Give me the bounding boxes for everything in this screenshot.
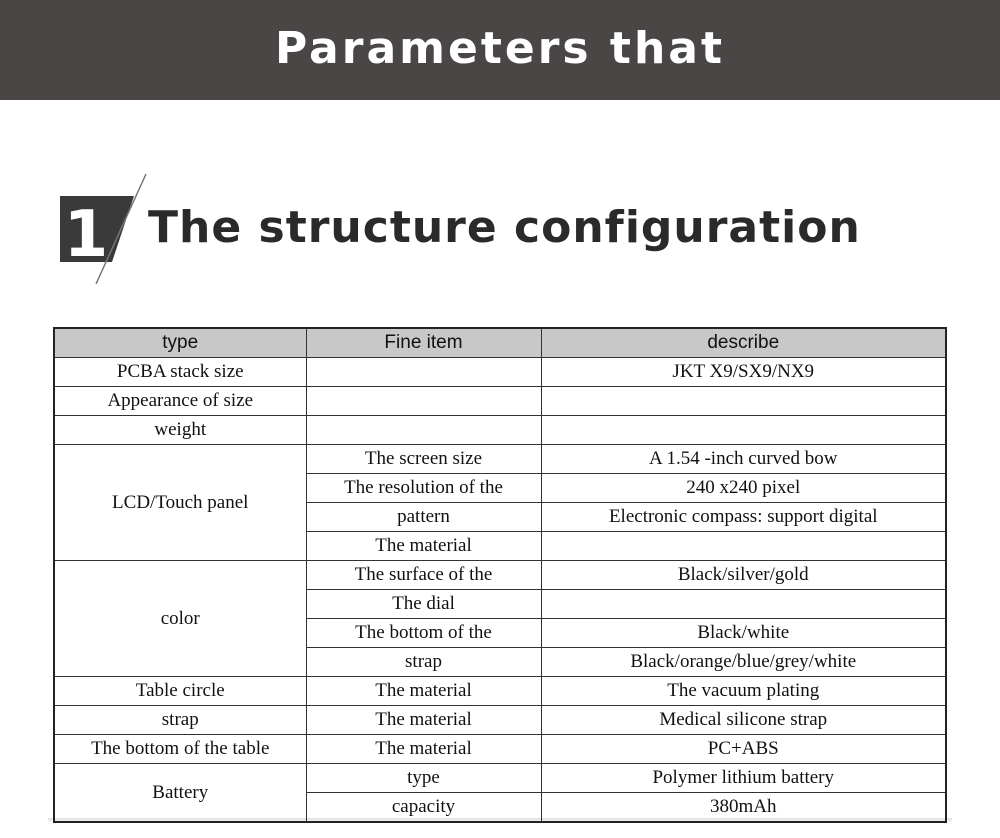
- cell-fine-item: The dial: [306, 590, 541, 619]
- cell-fine-item: strap: [306, 648, 541, 677]
- cell-describe: [541, 590, 946, 619]
- cell-fine-item: [306, 416, 541, 445]
- table-row: [54, 445, 946, 474]
- section-number: 1: [63, 198, 109, 272]
- cell-type: PCBA stack size: [54, 358, 306, 387]
- cell-describe: 380mAh: [541, 793, 946, 823]
- cell-describe: [541, 387, 946, 416]
- cell-describe: [541, 532, 946, 561]
- cell-describe: 240 x240 pixel: [541, 474, 946, 503]
- table-row: [54, 735, 946, 764]
- cell-type: Table circle: [54, 677, 306, 706]
- table-row: [54, 561, 946, 590]
- table-row: [54, 706, 946, 735]
- header-banner: [0, 0, 1000, 100]
- table-row: [54, 416, 946, 445]
- cell-fine-item: The screen size: [306, 445, 541, 474]
- cell-fine-item: The resolution of the: [306, 474, 541, 503]
- cell-type: color: [54, 561, 306, 677]
- section-heading: [58, 172, 958, 284]
- spec-table: [53, 327, 947, 823]
- cell-type: Battery: [54, 764, 306, 823]
- cell-describe: Black/white: [541, 619, 946, 648]
- cell-fine-item: The material: [306, 706, 541, 735]
- cell-describe: Black/silver/gold: [541, 561, 946, 590]
- cell-fine-item: The material: [306, 735, 541, 764]
- cell-fine-item: The bottom of the: [306, 619, 541, 648]
- cell-fine-item: The surface of the: [306, 561, 541, 590]
- header-describe: describe: [541, 328, 946, 358]
- cell-fine-item: [306, 358, 541, 387]
- cell-fine-item: type: [306, 764, 541, 793]
- cell-describe: Black/orange/blue/grey/white: [541, 648, 946, 677]
- cell-fine-item: The material: [306, 677, 541, 706]
- section-title: The structure configuration: [148, 202, 861, 253]
- cell-describe: A 1.54 -inch curved bow: [541, 445, 946, 474]
- header-fine-item: Fine item: [306, 328, 541, 358]
- header-type: type: [54, 328, 306, 358]
- banner-title: Parameters that: [274, 22, 725, 74]
- table-row: [54, 677, 946, 706]
- cell-type: Appearance of size: [54, 387, 306, 416]
- table-row: [54, 764, 946, 793]
- cell-describe: [541, 416, 946, 445]
- cell-describe: Electronic compass: support digital: [541, 503, 946, 532]
- section-number-badge: [58, 172, 158, 284]
- cell-type: strap: [54, 706, 306, 735]
- cell-describe: Medical silicone strap: [541, 706, 946, 735]
- cell-type: LCD/Touch panel: [54, 445, 306, 561]
- table-row: [54, 358, 946, 387]
- cell-fine-item: pattern: [306, 503, 541, 532]
- cell-fine-item: [306, 387, 541, 416]
- cell-describe: The vacuum plating: [541, 677, 946, 706]
- cell-fine-item: The material: [306, 532, 541, 561]
- cell-type: The bottom of the table: [54, 735, 306, 764]
- number-badge-graphic: [58, 172, 158, 284]
- cell-fine-item: capacity: [306, 793, 541, 823]
- cell-type: weight: [54, 416, 306, 445]
- cell-describe: Polymer lithium battery: [541, 764, 946, 793]
- cell-describe: JKT X9/SX9/NX9: [541, 358, 946, 387]
- table-shadow: [48, 818, 952, 824]
- cell-describe: PC+ABS: [541, 735, 946, 764]
- table-header-row: [54, 328, 946, 358]
- table-row: [54, 387, 946, 416]
